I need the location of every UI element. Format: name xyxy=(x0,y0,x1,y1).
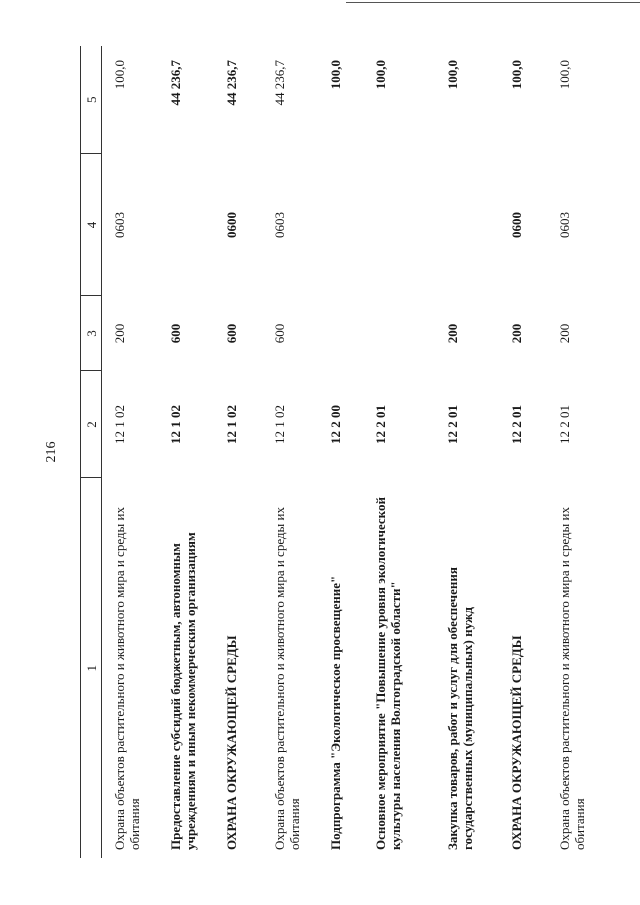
row-csr: 12 2 01 xyxy=(373,405,388,444)
table-row xyxy=(328,46,373,858)
table-row xyxy=(224,46,272,858)
row-rz xyxy=(168,154,224,296)
row-rz: 0603 xyxy=(112,212,127,238)
budget-table xyxy=(80,46,613,858)
col-header-csr: 2 xyxy=(81,371,102,478)
row-amount: 100,0 xyxy=(112,60,127,90)
row-amount: 100,0 xyxy=(509,60,524,90)
row-name: ОХРАНА ОКРУЖАЮЩЕЙ СРЕДЫ xyxy=(509,635,524,850)
row-rz xyxy=(328,154,373,296)
row-name: Предоставление субсидий бюджетным, автономным учреждениям и иным некоммерческим организациям xyxy=(168,532,198,850)
row-rz xyxy=(373,154,445,296)
table-row xyxy=(102,46,169,858)
row-amount: 44 236,7 xyxy=(224,60,239,106)
row-vr: 600 xyxy=(272,323,287,344)
row-vr: 600 xyxy=(168,323,183,344)
row-vr xyxy=(373,296,445,371)
table-row xyxy=(168,46,224,858)
table-row xyxy=(445,46,509,858)
table-row xyxy=(373,46,445,858)
row-vr: 600 xyxy=(224,323,239,344)
row-vr: 200 xyxy=(112,323,127,344)
row-csr: 12 2 01 xyxy=(445,405,460,444)
col-header-amount: 5 xyxy=(81,46,102,154)
row-csr: 12 2 00 xyxy=(328,405,343,444)
table-row xyxy=(557,46,613,858)
row-amount: 100,0 xyxy=(445,60,460,90)
row-name: Закупка товаров, работ и услуг для обеспечения государственных (муниципальных) нужд xyxy=(445,567,475,850)
row-csr: 12 2 01 xyxy=(557,405,572,444)
col-header-name: 1 xyxy=(81,478,102,858)
table-row xyxy=(509,46,557,858)
top-rule xyxy=(346,2,640,3)
row-rz: 0603 xyxy=(272,212,287,238)
row-vr xyxy=(328,296,373,371)
row-csr: 12 2 01 xyxy=(509,405,524,444)
row-amount: 44 236,7 xyxy=(168,60,183,106)
row-name: Охрана объектов растительного и животного мира и среды их обитания xyxy=(272,507,302,850)
row-rz: 0603 xyxy=(557,212,572,238)
col-header-vr: 3 xyxy=(81,296,102,371)
row-vr: 200 xyxy=(445,323,460,344)
row-name: Основное мероприятие "Повышение уровня экологической культуры населения Волгоградской области" xyxy=(373,497,403,850)
row-csr: 12 1 02 xyxy=(168,405,183,444)
row-vr: 200 xyxy=(509,323,524,344)
row-csr: 12 1 02 xyxy=(112,405,127,444)
row-amount: 100,0 xyxy=(373,60,388,90)
row-name: Охрана объектов растительного и животного мира и среды их обитания xyxy=(557,507,587,850)
header-row xyxy=(81,46,102,858)
row-name: Подпрограмма "Экологическое просвещение" xyxy=(328,575,343,850)
row-amount: 100,0 xyxy=(557,60,572,90)
row-vr: 200 xyxy=(557,323,572,344)
row-rz xyxy=(445,154,509,296)
table-row xyxy=(272,46,328,858)
page-number: 216 xyxy=(44,441,59,463)
rotated-page xyxy=(40,22,600,882)
row-name: Охрана объектов растительного и животного мира и среды их обитания xyxy=(112,507,142,850)
row-csr: 12 1 02 xyxy=(272,405,287,444)
row-amount: 44 236,7 xyxy=(272,60,287,106)
row-amount: 100,0 xyxy=(328,60,343,90)
row-rz: 0600 xyxy=(509,212,524,238)
row-rz: 0600 xyxy=(224,212,239,238)
col-header-rz: 4 xyxy=(81,154,102,296)
row-csr: 12 1 02 xyxy=(224,405,239,444)
row-name: ОХРАНА ОКРУЖАЮЩЕЙ СРЕДЫ xyxy=(224,635,239,850)
